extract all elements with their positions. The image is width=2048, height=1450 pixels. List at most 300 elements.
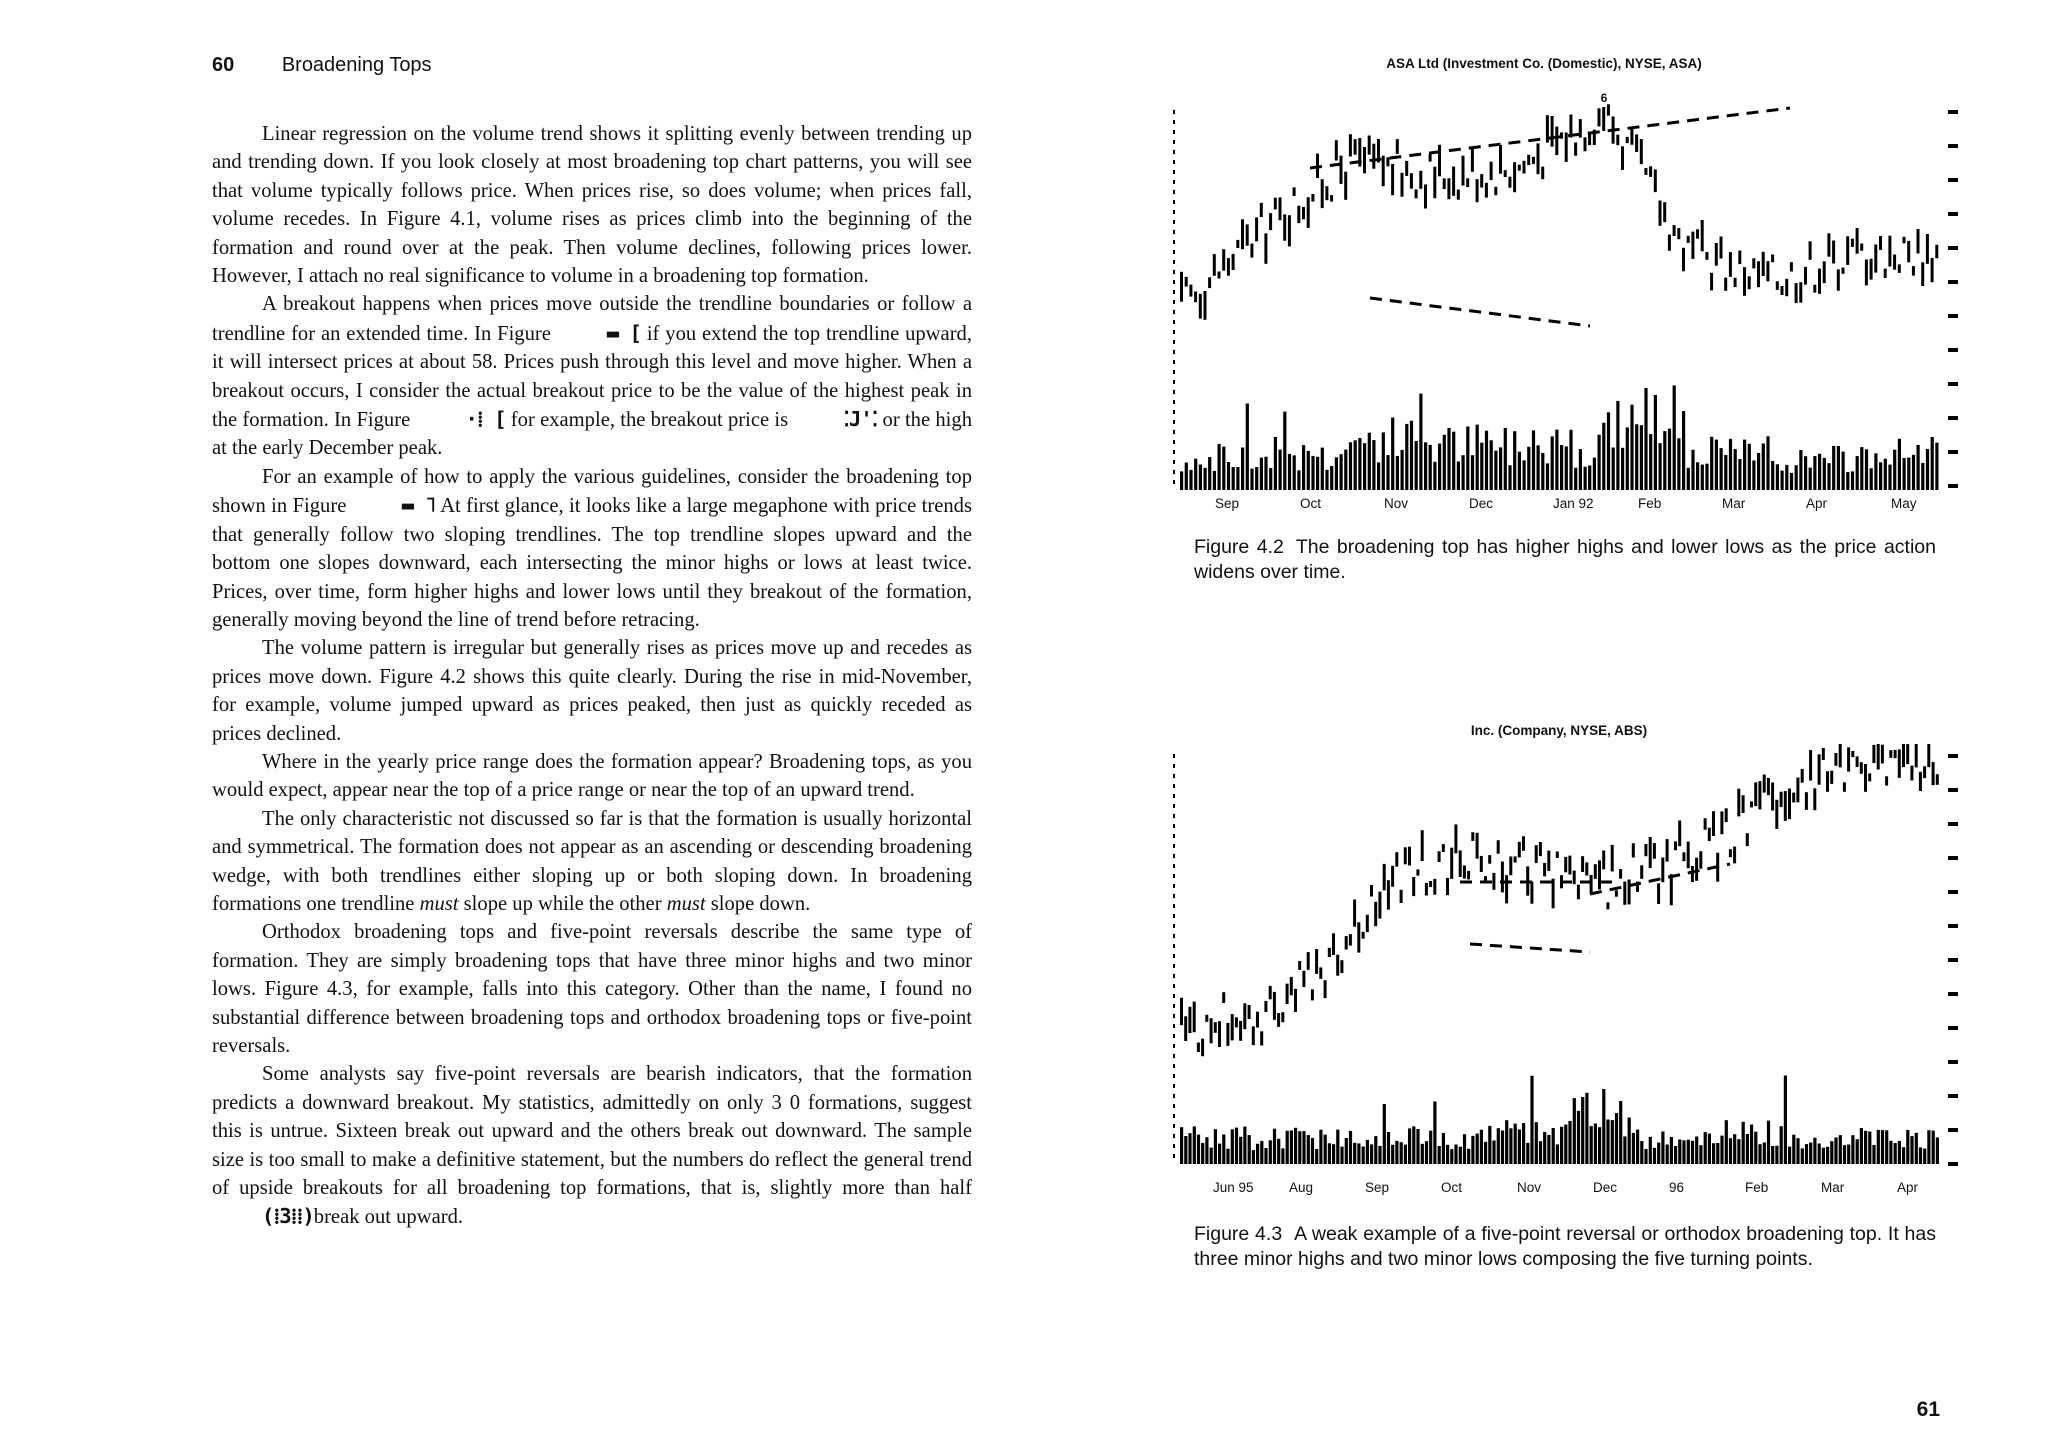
volume-bar [1250,469,1253,490]
price-bar [1535,845,1538,863]
price-bar [1902,744,1905,767]
figure-4-2-caption-number: Figure 4.2 [1194,536,1284,558]
price-bar [1208,277,1211,288]
price-bar [1884,269,1887,278]
volume-bar [1214,1129,1217,1164]
price-bar [1872,745,1875,763]
volume-bar [1750,1125,1753,1165]
price-bar [1738,251,1741,265]
volume-bar [1588,466,1591,491]
paragraph [212,634,972,748]
volume-bar [1260,458,1263,490]
scale-tick [1948,924,1958,928]
volume-bar [1404,1145,1407,1164]
volume-bar [1813,456,1816,490]
price-bar [1813,788,1816,810]
volume-bar [1590,1126,1593,1164]
price-bar [1771,255,1774,263]
price-bar [1236,240,1239,248]
volume-bar [1673,385,1676,490]
page-number-left: 60 [212,54,235,76]
volume-bar [1433,462,1436,490]
volume-bar [1497,1128,1500,1164]
volume-bar [1902,1147,1905,1164]
price-bar [1218,272,1221,279]
text-run: Some analysts say five-point reversals are bearish indicators, that the formation predicts a downward breakout. My statistics, admittedly on only 3 0 formations, suggest this is untrue. Sixteen break out upward and the others break out downward. The sample size is too small to make a definitive statement, but the numbers do reflect the general trend of upside breakouts for all broadening top formations, that is, slightly more than half [212,1063,972,1200]
price-bar [1843,782,1846,792]
volume-bar [1205,1137,1208,1164]
volume-bar [1419,394,1422,490]
price-bar [1446,878,1449,895]
volume-bar [1935,443,1938,490]
volume-bar [1279,450,1282,490]
price-bar [1269,213,1272,230]
price-bar [1758,781,1761,809]
price-bar [1490,162,1493,180]
volume-bar [1386,455,1389,490]
price-bar [1809,750,1812,781]
x-tick-label: Aug [1289,1180,1314,1195]
volume-bar [1594,1124,1597,1165]
price-bar [1590,875,1593,894]
price-bar [1514,856,1517,862]
price-bar [1523,161,1526,174]
price-bar [1923,766,1926,778]
price-bar [1565,133,1568,162]
volume-bar [1194,459,1197,490]
volume-bar [1903,458,1906,490]
price-bar [1290,977,1293,995]
volume-bar [1201,1143,1204,1164]
price-bar [1485,183,1488,198]
price-bar [1661,858,1664,883]
volume-bar [1269,1140,1272,1164]
body-text [212,120,972,1232]
price-bar [1921,262,1924,286]
price-bar [1425,883,1428,896]
price-bar [1917,229,1920,254]
volume-bar [1785,465,1788,490]
volume-bar [1923,1149,1926,1165]
price-bar [1621,146,1624,170]
price-bar [1752,258,1755,268]
volume-bar [1795,465,1798,490]
volume-bar [1316,457,1319,490]
price-bar [1888,236,1891,267]
price-bar [1260,1031,1263,1045]
price-bar [1687,842,1690,869]
price-bar [1283,214,1286,240]
x-tick-label: Mar [1722,496,1746,511]
price-bar [1936,774,1939,785]
price-bar [1776,281,1779,290]
price-bar [1366,915,1369,932]
price-bar [1860,762,1863,774]
volume-bar [1513,431,1516,490]
scale-tick [1948,348,1958,352]
garbled-figure-reference: ▬ ˥ [401,493,436,518]
garbled-figure-reference: ▬ [ [606,320,641,345]
price-bar [1307,952,1310,970]
volume-bar [1552,1128,1555,1164]
price-bar [1424,185,1427,209]
price-bar [1725,808,1728,822]
volume-bar [1640,425,1643,490]
text-run: A breakout happens when prices move outside the trendline boundaries or follow a trendline for an extended time. In Figure [212,293,972,345]
volume-bar [1416,1129,1419,1164]
price-bar [1868,773,1871,781]
price-bar [1433,879,1436,895]
volume-bar [1607,412,1610,490]
volume-bar [1286,1131,1289,1164]
volume-bar [1847,1145,1850,1165]
price-bar [1626,137,1629,143]
volume-bar [1283,412,1286,490]
price-bar [1235,1017,1238,1027]
volume-bar [1585,1093,1588,1164]
text-run: For an example of how to apply the various guidelines, consider the broadening top shown in Figure [212,465,972,518]
volume-bar [1476,1134,1479,1164]
volume-bar [1818,454,1821,490]
volume-bar [1915,1133,1918,1164]
price-bar [1410,173,1413,189]
volume-bar [1598,1127,1601,1164]
price-bar [1927,744,1930,767]
price-bar [1391,164,1394,195]
volume-bar [1805,1144,1808,1164]
x-tick-label: Apr [1806,496,1828,511]
scale-tick [1948,754,1958,758]
volume-bar [1429,1131,1432,1164]
paragraph [212,918,972,1060]
price-bar [1401,173,1404,197]
volume-bar [1442,1133,1445,1164]
figure-4-3-caption-text: A weak example of a five-point reversal or orthodox broadening top. It has three minor highs and two minor lows composing the five turning points. [1194,1223,1936,1270]
price-bar [1729,849,1732,857]
volume-bar [1710,437,1713,490]
price-bar [1480,856,1483,872]
volume-bar [1328,1143,1331,1164]
scale-tick [1948,856,1958,860]
volume-bar [1466,427,1469,491]
price-bar [1830,771,1833,784]
x-tick-label: Apr [1897,1180,1919,1195]
price-bar [1602,851,1605,870]
scale-tick [1948,110,1958,114]
volume-bar [1729,1138,1732,1164]
trendline [1370,298,1590,326]
paragraph [212,290,972,462]
price-bar [1505,875,1508,903]
volume-bar [1415,441,1418,490]
price-bar [1893,255,1896,270]
volume-bar [1480,443,1483,490]
price-bar [1488,855,1491,864]
volume-bar [1372,440,1375,490]
scale-tick [1948,992,1958,996]
price-bar [1795,283,1798,303]
price-bar [1818,754,1821,784]
price-bar [1256,1012,1259,1028]
volume-bar [1391,1145,1394,1164]
volume-bar [1746,1134,1749,1164]
volume-bar [1332,1144,1335,1164]
price-bar [1598,108,1601,126]
volume-bar [1780,1126,1783,1164]
price-bar [1494,187,1497,195]
price-bar [1743,267,1746,296]
price-bar [1616,135,1619,146]
volume-bar [1767,1121,1770,1164]
text-run: The volume pattern is irregular but generally rises as prices move up and recedes as prices move down. Figure 4.2 shows this quite clearly. During the rise in mid-November, for example, volume jumped upward as prices peaked, then just as quickly receded as prices declined. [212,637,972,745]
price-bar [1729,252,1732,277]
volume-bar [1222,1134,1225,1164]
volume-bar [1649,1137,1652,1164]
price-bar [1395,852,1398,866]
price-bar [1321,179,1324,208]
volume-bar [1708,1134,1711,1164]
price-bar [1370,885,1373,897]
volume-bar [1410,421,1413,490]
volume-bar [1311,1138,1314,1164]
page-number-right: 61 [1916,1398,1940,1421]
volume-bar [1522,1123,1525,1164]
price-bar [1877,744,1880,770]
volume-bar [1484,1142,1487,1164]
price-bar [1696,229,1699,238]
scale-tick [1948,1094,1958,1098]
volume-bar [1370,1144,1373,1164]
volume-bar [1704,1132,1707,1164]
price-bar [1746,833,1749,846]
price-bar [1189,285,1192,297]
volume-bar [1324,1135,1327,1164]
volume-bar [1213,471,1216,490]
volume-bar [1185,463,1188,491]
volume-bar [1784,1076,1787,1165]
volume-bar [1762,444,1765,491]
price-bar [1748,276,1751,289]
price-bar [1742,795,1745,813]
price-bar [1330,195,1333,202]
price-bar [1429,154,1432,161]
price-bar [1809,241,1812,259]
right-page [1024,0,2048,1450]
price-bar [1457,190,1460,200]
price-bar [1286,984,1289,1004]
volume-bar [1302,1131,1305,1164]
price-bar [1378,892,1381,919]
price-bar [1931,258,1934,282]
volume-bar [1349,442,1352,490]
volume-bar [1898,439,1901,490]
text-run: Orthodox broadening tops and five-point reversals describe the same type of formation. They are simply broadening tops that have three minor highs and two minor lows. Figure 4.3, for example, falls into this category. Other than the name, I found no substantial difference between broadening tops and orthodox broadening tops or five-point reversals. [212,921,972,1057]
price-bar [1560,132,1563,138]
volume-bar [1919,1147,1922,1164]
price-bar [1556,852,1559,859]
price-bar [1781,286,1784,295]
scale-tick [1948,1026,1958,1030]
volume-bar [1860,1128,1863,1164]
price-bar [1294,989,1297,1012]
volume-bar [1412,1126,1415,1164]
volume-bar [1530,1076,1533,1164]
volume-bar [1293,455,1296,490]
volume-bar [1560,445,1563,490]
volume-bar [1874,453,1877,490]
volume-bar [1243,1127,1246,1164]
price-bar [1799,282,1802,302]
figure-4-2-caption [1194,535,1936,585]
price-bar [1903,237,1906,244]
volume-bar [1569,430,1572,490]
price-bar [1193,1002,1196,1033]
volume-bar [1401,450,1404,490]
volume-bar [1872,1145,1875,1164]
x-tick-label: Feb [1745,1180,1769,1195]
volume-bar [1547,1135,1550,1164]
x-tick-label: Dec [1593,1180,1618,1195]
price-bar [1279,197,1282,220]
volume-bar [1754,1132,1757,1164]
price-bar [1574,143,1577,156]
volume-bar [1716,1143,1719,1164]
volume-bar [1630,405,1633,490]
x-tick-label: Oct [1300,496,1322,511]
volume-bar [1349,1131,1352,1164]
price-bar [1288,215,1291,246]
volume-bar [1846,472,1849,490]
volume-bar [1526,1143,1529,1164]
price-bar [1349,934,1352,946]
price-bar [1315,949,1318,974]
x-tick-label: Sep [1215,496,1240,511]
volume-bar [1612,448,1615,491]
garbled-figure-reference: ·⁞ [ [465,407,506,432]
price-bar [1273,992,1276,1020]
volume-bar [1635,424,1638,490]
price-bar [1368,136,1371,155]
garbled-figure-reference: ⁚J'⁚ [843,407,878,432]
price-bar [1894,750,1897,758]
price-bar [1205,1015,1208,1022]
volume-bar [1241,448,1244,491]
volume-bar [1790,473,1793,490]
price-bar [1210,1018,1213,1043]
volume-bar [1297,470,1300,490]
volume-bar [1659,443,1662,490]
price-bar [1363,147,1366,173]
price-bar [1926,234,1929,264]
text-run: At first glance, it looks like a large megaphone with price trends that generally follow two sloping trendlines. The top trendline slopes upward and the bottom one slopes downward, each intersecting the minor highs or lows at least twice. Prices, over time, form higher highs and lower lows until they breakout of the formation, generally moving beyond the line of trend before retracing. [212,495,972,631]
price-bar [1231,1014,1234,1040]
volume-bar [1429,445,1432,490]
price-bar [1319,967,1322,979]
price-bar [1408,847,1411,866]
volume-bar [1546,463,1549,490]
price-bar [1504,170,1507,177]
scale-tick [1948,788,1958,792]
volume-bar [1834,1138,1837,1165]
price-bar [1801,769,1804,783]
volume-bar [1752,461,1755,491]
price-bar [1628,880,1631,905]
volume-bar [1888,465,1891,490]
x-tick-label: May [1891,496,1917,511]
volume-bar [1856,1139,1859,1164]
volume-bar [1884,459,1887,490]
price-bar [1452,167,1455,196]
price-bar [1438,851,1441,862]
price-bar [1733,847,1736,864]
volume-bar [1400,1142,1403,1164]
price-bar [1792,793,1795,803]
volume-bar [1696,462,1699,490]
volume-bar [1644,388,1647,490]
price-bar [1870,259,1873,280]
volume-bar [1340,1147,1343,1164]
price-bar [1784,791,1787,821]
volume-bar [1227,462,1230,490]
price-bar [1248,1005,1251,1019]
volume-bar [1598,435,1601,490]
price-bar [1879,236,1882,250]
volume-bar [1881,1130,1884,1164]
volume-bar [1602,423,1605,490]
volume-bar [1180,1127,1183,1164]
price-bar [1649,837,1652,868]
price-bar [1328,948,1331,957]
price-bar [1404,847,1407,864]
volume-bar [1480,1130,1483,1164]
price-bar [1246,224,1249,245]
price-bar [1185,277,1188,287]
price-bar [1577,885,1580,900]
volume-bar [1298,1131,1301,1164]
price-bar [1204,291,1207,320]
paragraph [212,805,972,919]
volume-bar [1573,1098,1576,1164]
volume-bar [1743,440,1746,490]
volume-bar [1894,1143,1897,1164]
price-bar [1269,986,1272,999]
x-tick-label: Sep [1365,1180,1390,1195]
volume-bar [1654,395,1657,490]
volume-bar [1395,1141,1398,1164]
price-bar [1201,1039,1204,1057]
price-bar [1657,883,1660,904]
volume-bar [1551,436,1554,490]
volume-bar [1691,450,1694,490]
price-bar [1497,840,1500,854]
scale-tick [1948,450,1958,454]
volume-bar [1462,455,1465,490]
price-bar [1659,201,1662,226]
volume-bar [1494,451,1497,490]
volume-bar [1695,1137,1698,1165]
volume-bar [1362,1147,1365,1165]
volume-bar [1537,445,1540,490]
price-bar [1644,844,1647,856]
price-bar [1374,902,1377,926]
price-bar [1354,139,1357,155]
volume-bar [1340,454,1343,490]
volume-bar [1809,468,1812,490]
scale-tick [1948,1162,1958,1166]
volume-bar [1737,1139,1740,1164]
price-bar [1851,751,1854,757]
figure-4-3-x-axis [1170,1180,1970,1200]
